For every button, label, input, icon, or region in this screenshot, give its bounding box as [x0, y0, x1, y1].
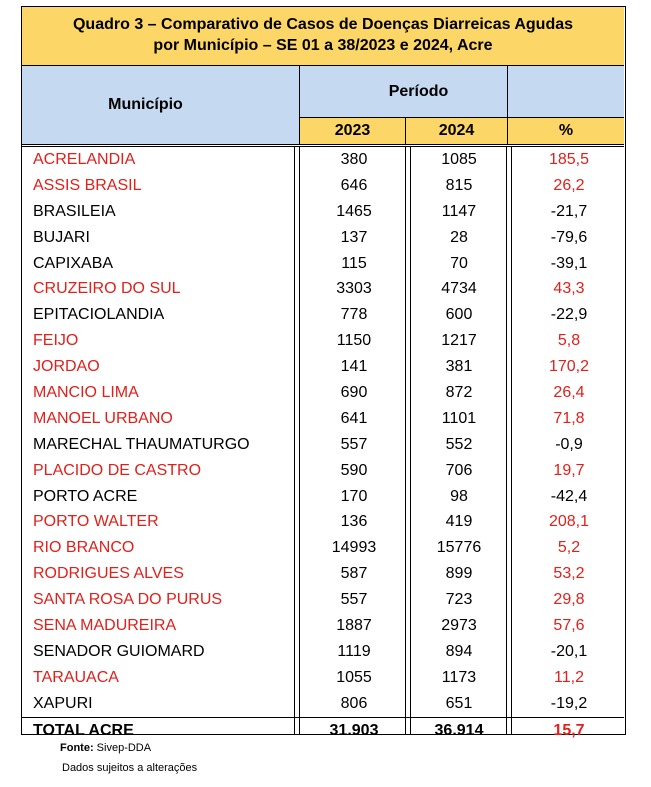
percent-cell: 5,2	[557, 539, 581, 557]
percent-cell: 71,8	[553, 409, 585, 427]
municipio-cell: EPITACIOLANDIA	[33, 306, 165, 324]
municipio-cell: CAPIXABA	[33, 254, 114, 272]
value-2023-cell: 806	[340, 694, 368, 712]
percent-cell: -0,9	[555, 435, 583, 453]
municipio-cell: XAPURI	[33, 694, 93, 712]
value-2023-cell: 380	[340, 150, 368, 168]
value-2023-cell: 557	[340, 591, 368, 609]
value-2023-cell: 778	[340, 306, 368, 324]
table-row	[22, 587, 624, 613]
table-body	[22, 147, 624, 743]
table-row	[22, 691, 624, 717]
title-line-1: Quadro 3 – Comparativo de Casos de Doenças Diarreicas Agudas	[72, 16, 574, 33]
percent-cell: 5,8	[557, 332, 581, 350]
municipio-cell: RODRIGUES ALVES	[33, 565, 184, 583]
table-row	[22, 406, 624, 432]
municipio-cell: MANOEL URBANO	[33, 409, 173, 427]
value-2024-cell: 381	[445, 358, 473, 376]
table-row	[22, 432, 624, 458]
value-2023-cell: 141	[340, 358, 368, 376]
total-2024-cell: 36.914	[434, 721, 484, 739]
total-label: TOTAL ACRE	[33, 721, 134, 739]
value-2024-cell: 1217	[441, 332, 477, 350]
value-2023-cell: 1119	[337, 642, 371, 660]
column-divider	[506, 147, 507, 734]
percent-cell: 170,2	[548, 358, 590, 376]
value-2024-cell: 15776	[436, 539, 482, 557]
value-2024-cell: 4734	[441, 280, 477, 298]
table-row	[22, 251, 624, 277]
header-percent: %	[508, 118, 624, 144]
header-empty-cell	[508, 66, 624, 118]
header-year-2023: 2023	[300, 118, 406, 144]
municipio-cell: SENA MADUREIRA	[33, 616, 177, 634]
table-row	[22, 665, 624, 691]
municipio-cell: JORDAO	[33, 358, 100, 376]
header-year-2024: 2024	[406, 118, 508, 144]
percent-cell: 19,7	[553, 461, 585, 479]
value-2023-cell: 137	[340, 228, 368, 246]
municipio-cell: ASSIS BRASIL	[33, 176, 142, 194]
municipio-cell: PORTO ACRE	[33, 487, 138, 505]
municipio-cell: MARECHAL THAUMATURGO	[33, 435, 250, 453]
percent-cell: -39,1	[550, 254, 588, 272]
table-row	[22, 561, 624, 587]
percent-cell: -20,1	[550, 642, 588, 660]
percent-cell: 208,1	[548, 513, 590, 531]
total-percent-cell: 15,7	[553, 721, 585, 739]
percent-cell: -19,2	[550, 694, 588, 712]
value-2024-cell: 899	[445, 565, 473, 583]
table-row	[22, 199, 624, 225]
table-row	[22, 225, 624, 251]
value-2023-cell: 3303	[336, 280, 372, 298]
municipio-cell: MANCIO LIMA	[33, 383, 139, 401]
table-row	[22, 276, 624, 302]
value-2023-cell: 587	[340, 565, 368, 583]
header-municipio: Município	[22, 66, 300, 144]
value-2024-cell: 651	[445, 694, 473, 712]
value-2024-cell: 552	[445, 435, 473, 453]
footer-source-label: Fonte:	[60, 742, 94, 754]
table-row	[22, 173, 624, 199]
total-2023-cell: 31.903	[329, 721, 379, 739]
table-row	[22, 302, 624, 328]
percent-cell: 43,3	[553, 280, 585, 298]
value-2023-cell: 557	[340, 435, 368, 453]
value-2024-cell: 1101	[441, 409, 477, 427]
municipio-cell: PORTO WALTER	[33, 513, 159, 531]
value-2024-cell: 1147	[441, 202, 477, 220]
percent-cell: 53,2	[553, 565, 585, 583]
table-row	[22, 458, 624, 484]
column-divider	[299, 147, 300, 734]
title-line-2: por Município – SE 01 a 38/2023 e 2024, Acre	[153, 37, 493, 54]
value-2023-cell: 590	[340, 461, 368, 479]
percent-cell: 11,2	[554, 668, 584, 686]
value-2023-cell: 1465	[336, 202, 372, 220]
municipio-cell: SANTA ROSA DO PURUS	[33, 591, 223, 609]
percent-cell: -22,9	[550, 306, 588, 324]
value-2024-cell: 723	[445, 591, 473, 609]
value-2023-cell: 690	[340, 383, 368, 401]
value-2024-cell: 419	[445, 513, 473, 531]
municipio-cell: CRUZEIRO DO SUL	[33, 280, 181, 298]
table-row	[22, 328, 624, 354]
value-2024-cell: 98	[450, 487, 468, 505]
table-title	[22, 7, 624, 66]
table-frame	[21, 6, 626, 739]
value-2024-cell: 1173	[441, 668, 477, 686]
column-divider	[511, 147, 512, 734]
header-periodo: Período	[300, 66, 508, 118]
table-row	[22, 639, 624, 665]
table-row	[22, 484, 624, 510]
value-2024-cell: 600	[445, 306, 473, 324]
total-row	[22, 717, 624, 744]
value-2024-cell: 706	[445, 461, 473, 479]
percent-cell: 26,2	[553, 176, 585, 194]
footer-source	[60, 742, 151, 754]
percent-cell: -42,4	[550, 487, 588, 505]
value-2024-cell: 70	[450, 254, 468, 272]
column-divider	[294, 147, 295, 734]
value-2023-cell: 136	[340, 513, 368, 531]
table-row	[22, 380, 624, 406]
municipio-cell: BUJARI	[33, 228, 90, 246]
percent-cell: 57,6	[553, 616, 585, 634]
percent-cell: 29,8	[553, 591, 585, 609]
municipio-cell: TARAUACA	[33, 668, 119, 686]
value-2023-cell: 646	[340, 176, 368, 194]
municipio-cell: ACRELANDIA	[33, 150, 136, 168]
column-divider	[410, 147, 411, 734]
value-2023-cell: 1055	[336, 668, 372, 686]
value-2024-cell: 2973	[441, 616, 477, 634]
value-2023-cell: 115	[341, 254, 367, 272]
percent-cell: 26,4	[553, 383, 585, 401]
value-2023-cell: 170	[340, 487, 368, 505]
column-divider	[405, 147, 406, 734]
municipio-cell: FEIJO	[33, 332, 79, 350]
percent-cell: 185,5	[548, 150, 590, 168]
table-row	[22, 509, 624, 535]
municipio-cell: PLACIDO DE CASTRO	[33, 461, 202, 479]
municipio-cell: SENADOR GUIOMARD	[33, 642, 205, 660]
value-2023-cell: 641	[340, 409, 368, 427]
value-2023-cell: 14993	[331, 539, 377, 557]
footer-note: Dados sujeitos a alterações	[62, 762, 198, 774]
value-2024-cell: 28	[450, 228, 468, 246]
percent-cell: -79,6	[550, 228, 588, 246]
table-row	[22, 354, 624, 380]
value-2024-cell: 872	[445, 383, 473, 401]
value-2024-cell: 894	[445, 642, 473, 660]
value-2024-cell: 1085	[441, 150, 477, 168]
value-2024-cell: 815	[445, 176, 473, 194]
percent-cell: -21,7	[550, 202, 588, 220]
value-2023-cell: 1150	[336, 332, 372, 350]
table-row	[22, 147, 624, 173]
table-row	[22, 535, 624, 561]
municipio-cell: RIO BRANCO	[33, 539, 135, 557]
municipio-cell: BRASILEIA	[33, 202, 116, 220]
table-row	[22, 613, 624, 639]
value-2023-cell: 1887	[336, 616, 372, 634]
footer-source-value: Sivep-DDA	[96, 742, 152, 754]
